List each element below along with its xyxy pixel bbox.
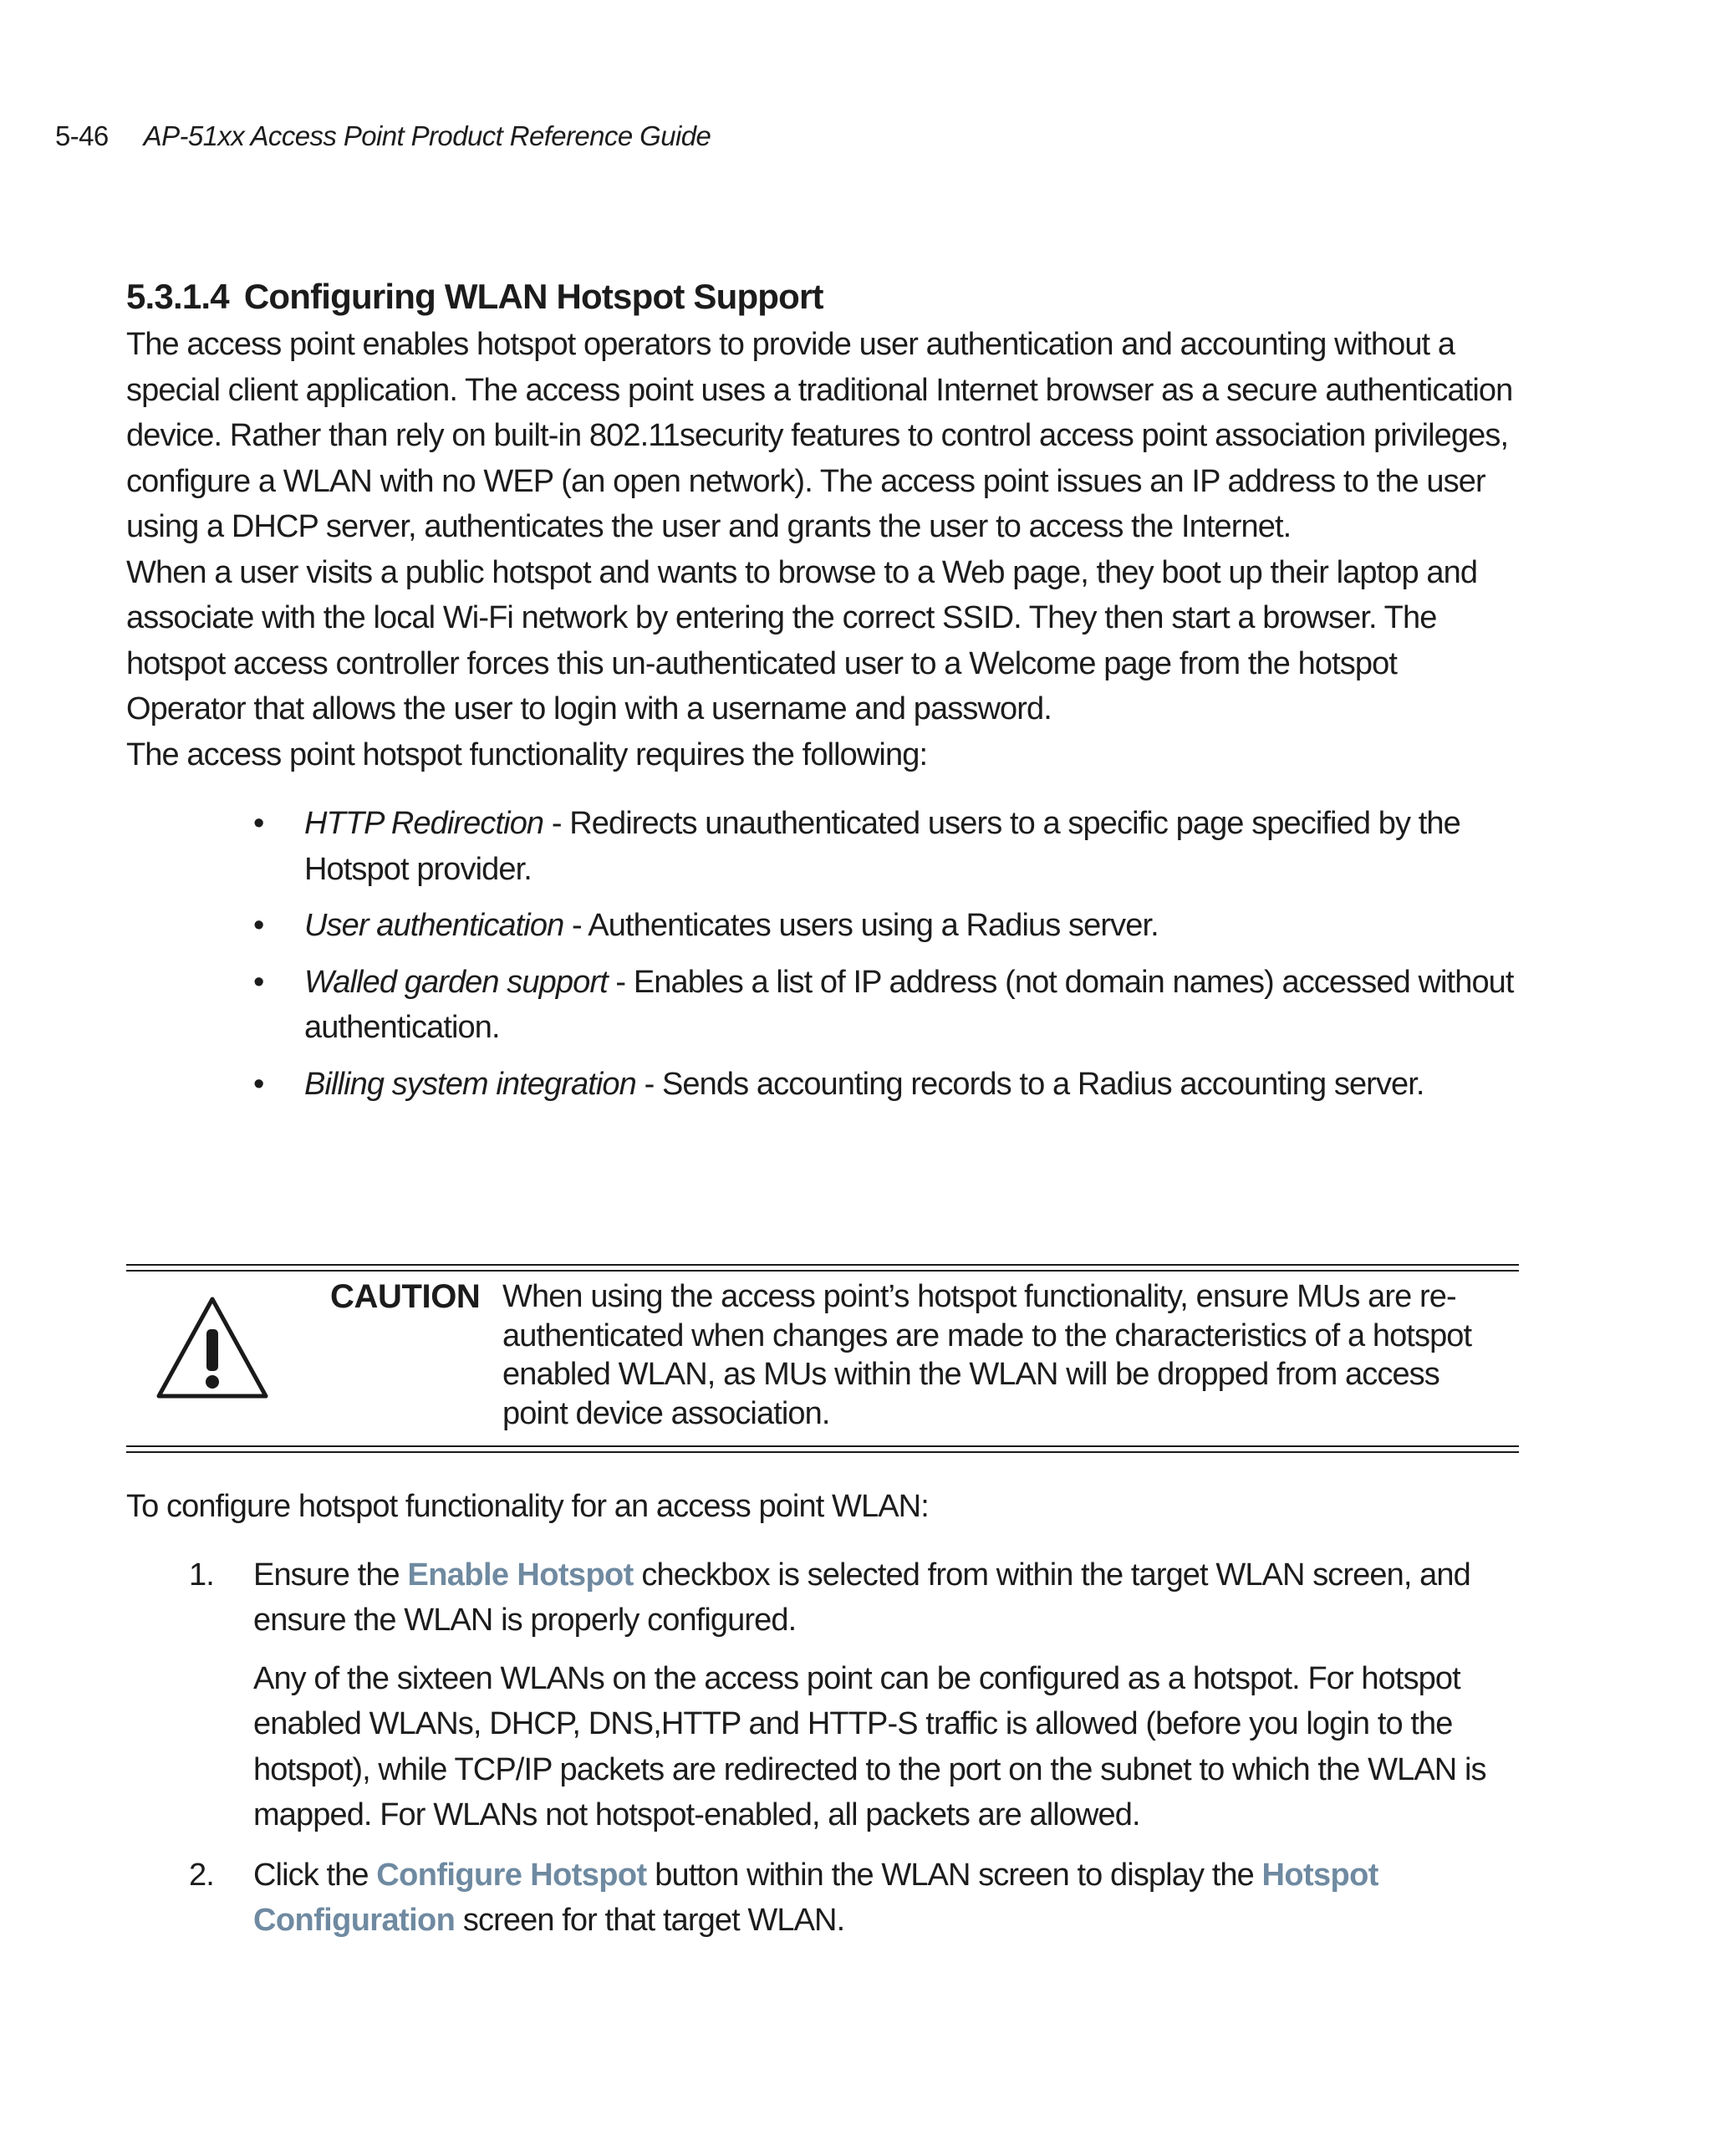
requirement-term: User authentication [304, 908, 564, 943]
configure-hotspot-term: Configure Hotspot [376, 1857, 647, 1893]
step-text: button within the WLAN screen to display the [646, 1857, 1262, 1893]
section-title: Configuring WLAN Hotspot Support [243, 277, 823, 316]
requirement-term: Billing system integration [304, 1066, 636, 1102]
guide-title: AP-51xx Access Point Product Reference Guide [143, 120, 711, 151]
step-number: 1. [189, 1557, 214, 1593]
warning-triangle-icon [154, 1294, 271, 1401]
requirement-desc: - Enables a list of IP address (not domain names) accessed without authentication. [304, 964, 1514, 1045]
list-item [126, 960, 1522, 1051]
bullet: • [253, 806, 264, 841]
step-1-detail: Any of the sixteen WLANs on the access point can be configured as a hotspot. For hotspot enabled WLANs, DHCP, DNS,HTTP and HTTP-S traffic is allowed (before you login to the hotspot), while TCP/IP packets are redirected to the port on the subnet to which the WLAN is mapped. For WLANs not hotspot-enabled, all packets are allowed. [253, 1660, 1486, 1832]
list-item [126, 903, 1522, 949]
list-item [126, 801, 1522, 892]
caution-top-rule [126, 1264, 1519, 1266]
requirement-desc: - Sends accounting records to a Radius accounting server. [635, 1066, 1424, 1102]
procedure-steps [126, 1552, 1522, 1944]
page-number: 5-46 [55, 120, 109, 151]
caution-text: When using the access point’s hotspot functionality, ensure MUs are re-authenticated when changes are made to the characteristics of a hotspot enabled WLAN, as MUs within the WLAN will be dropped from access point device association. [502, 1279, 1472, 1431]
page-header [55, 120, 711, 153]
caution-bottom-rule [126, 1451, 1519, 1453]
requirements-list [126, 801, 1522, 1107]
user-flow-paragraph: When a user visits a public hotspot and wants to browse to a Web page, they boot up their laptop and associate with the local Wi-Fi network by entering the correct SSID. They then start a browser. The hotspot access controller forces this un-authenticated user to a Welcome page from the hotspot Operator that allows the user to login with a username and password. [126, 554, 1478, 726]
step-text: Ensure the [253, 1557, 408, 1593]
step-text: screen for that target WLAN. [455, 1903, 845, 1938]
caution-box [126, 1264, 1519, 1453]
step-number: 2. [189, 1857, 214, 1893]
step-2 [126, 1853, 1522, 1944]
requirement-desc: - Redirects unauthenticated users to a specific page specified by the Hotspot provider. [304, 806, 1460, 887]
caution-bottom-rule-inner [126, 1445, 1519, 1447]
step-text: Click the [253, 1857, 377, 1893]
bullet: • [253, 908, 264, 943]
caution-label: CAUTION [330, 1278, 481, 1315]
section-heading [126, 272, 1522, 322]
caution-top-rule-inner [126, 1270, 1519, 1272]
procedure-section [126, 1484, 1522, 1944]
intro-paragraph: The access point enables hotspot operators to provide user authentication and accounting without a special client application. The access point uses a traditional Internet browser as a secure authentication device. Rather than rely on built-in 802.11security features to control access point association privileges, configure a WLAN with no WEP (an open network). The access point issues an IP address to the user using a DHCP server, authenticates the user and grants the user to access the Internet. [126, 327, 1513, 544]
requirement-term: Walled garden support [304, 964, 608, 1000]
bullet: • [253, 964, 264, 1000]
step-1 [126, 1552, 1522, 1838]
bullet: • [253, 1066, 264, 1102]
main-content [126, 272, 1522, 1118]
step-text: checkbox is selected from within the target WLAN screen, and ensure the WLAN is properly configured. [253, 1557, 1470, 1638]
hotspot-configuration-term: Hotspot Configuration [253, 1857, 1378, 1938]
requirements-lead-paragraph: The access point hotspot functionality requires the following: [126, 737, 928, 772]
procedure-intro: To configure hotspot functionality for an access point WLAN: [126, 1489, 929, 1524]
requirement-term: HTTP Redirection [304, 806, 544, 841]
list-item [126, 1062, 1522, 1108]
enable-hotspot-term: Enable Hotspot [407, 1557, 634, 1593]
section-number: 5.3.1.4 [126, 277, 229, 316]
requirement-desc: - Authenticates users using a Radius server. [563, 908, 1159, 943]
